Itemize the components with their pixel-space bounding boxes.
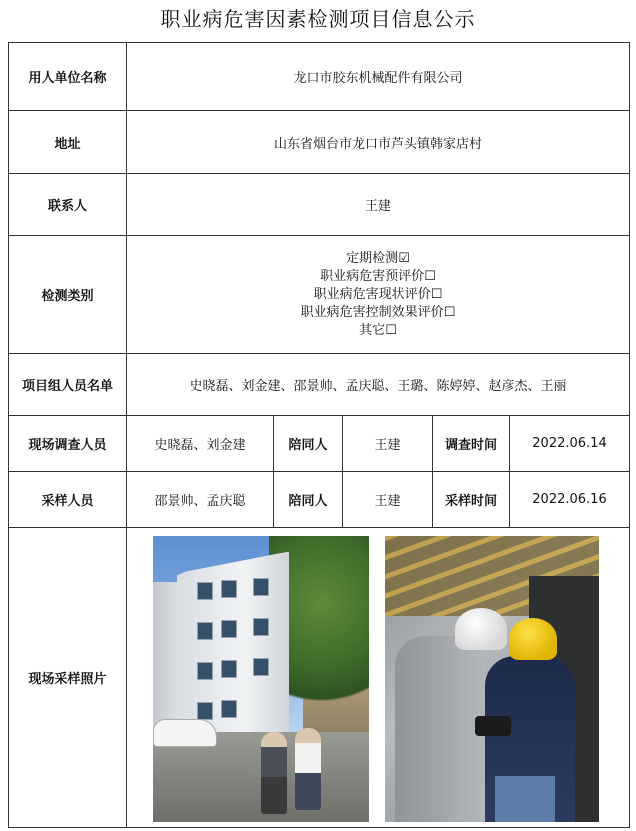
photos-label: 现场采样照片 [9, 528, 127, 828]
photos-cell [127, 528, 630, 828]
row-type [9, 236, 630, 354]
row-photos [9, 528, 630, 828]
info-table [8, 42, 630, 828]
survey-label: 现场调查人员 [9, 416, 127, 472]
survey-value: 史晓磊、刘金建 [127, 416, 274, 472]
row-company [9, 43, 630, 111]
unchecked-box-icon: ☐ [385, 322, 397, 338]
type-label: 检测类别 [9, 236, 127, 354]
contact-label: 联系人 [9, 174, 127, 236]
type-item: 职业病危害预评价☐ [320, 268, 436, 284]
sampling-escort-value: 王建 [343, 472, 433, 528]
sampling-label: 采样人员 [9, 472, 127, 528]
company-label: 用人单位名称 [9, 43, 127, 111]
company-value: 龙口市胶东机械配件有限公司 [127, 43, 630, 111]
sampling-time-label: 采样时间 [433, 472, 510, 528]
page-title: 职业病危害因素检测项目信息公示 [160, 7, 476, 31]
members-value: 史晓磊、刘金建、邵景帅、孟庆聪、王璐、陈婷婷、赵彦杰、王丽 [127, 354, 630, 416]
type-item: 定期检测☑ [346, 250, 410, 266]
unchecked-box-icon: ☐ [443, 304, 456, 320]
contact-value: 王建 [127, 174, 630, 236]
row-survey [9, 416, 630, 472]
row-sampling [9, 472, 630, 528]
type-item: 其它☐ [359, 322, 397, 338]
type-item: 职业病危害现状评价☐ [313, 286, 443, 302]
survey-time-label: 调查时间 [433, 416, 510, 472]
sampling-escort-label: 陪同人 [274, 472, 343, 528]
survey-escort-label: 陪同人 [274, 416, 343, 472]
unchecked-box-icon: ☐ [430, 286, 443, 302]
row-contact [9, 174, 630, 236]
sampling-value: 邵景帅、孟庆聪 [127, 472, 274, 528]
row-members [9, 354, 630, 416]
type-list [127, 236, 630, 354]
unchecked-box-icon: ☐ [424, 268, 436, 284]
checked-box-icon: ☑ [398, 250, 410, 266]
sampling-time-value: 2022.06.16 [510, 472, 630, 528]
survey-escort-value: 王建 [343, 416, 433, 472]
members-label: 项目组人员名单 [9, 354, 127, 416]
survey-time-value: 2022.06.14 [510, 416, 630, 472]
address-value: 山东省烟台市龙口市芦头镇韩家店村 [127, 111, 630, 174]
type-item: 职业病危害控制效果评价☐ [300, 304, 456, 320]
address-label: 地址 [9, 111, 127, 174]
sampling-work-photo [385, 536, 599, 822]
site-building-photo [153, 536, 369, 822]
row-address [9, 111, 630, 174]
